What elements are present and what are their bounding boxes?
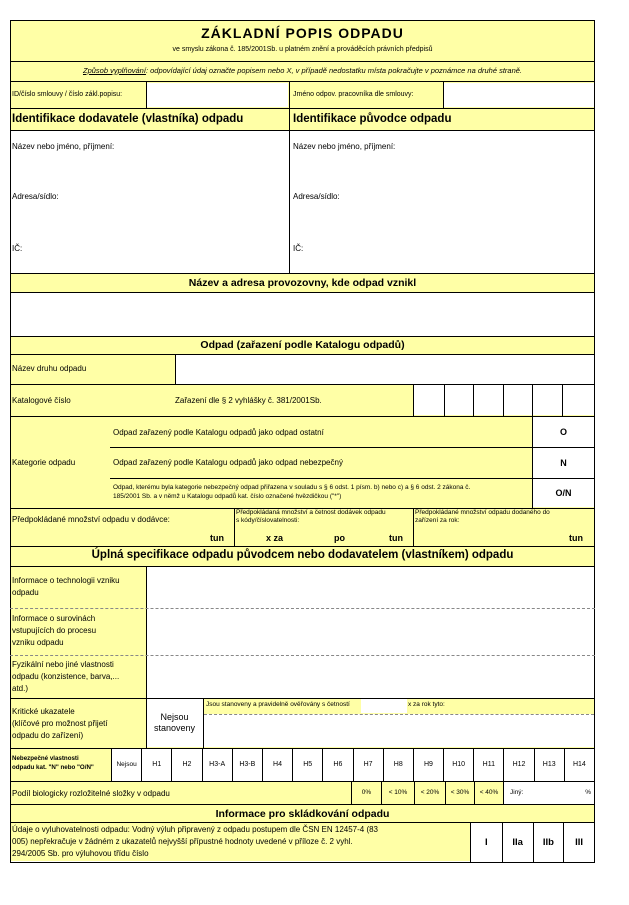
- technology-label-1: Informace o technologii vzniku: [12, 576, 120, 585]
- spec-heading: Úplná specifikace odpadu původcem nebo dodavatelem (vlastníkem) odpadu: [91, 549, 514, 561]
- catalog-digit-5[interactable]: [533, 385, 562, 415]
- technology-label-2: odpadu: [12, 588, 39, 597]
- landfill-text-3: 294/2005 Sb. pro výluhovou třídu číslo: [12, 849, 149, 858]
- hazard-code-h6[interactable]: [322, 749, 352, 781]
- waste-heading: Odpad (zařazení podle Katalogu odpadů): [200, 339, 405, 351]
- responsible-worker-field[interactable]: [444, 83, 594, 107]
- contract-id-field[interactable]: [146, 83, 288, 107]
- fill-method-text: : odpovídající údaj označte popisem nebo X, v případě nedostatku místa pokračujte v poznámce na druhé straně.: [145, 66, 523, 75]
- hazard-code-h5[interactable]: [292, 749, 322, 781]
- leachate-class-iib[interactable]: [533, 823, 564, 862]
- quantity-label: Předpokládané množství odpadu v dodávce:: [12, 515, 170, 524]
- fill-method-label: Způsob vyplňování: [82, 66, 146, 75]
- critical-set-text: Jsou stanoveny a pravidelně ověřovány s četností: [206, 701, 350, 708]
- bio-option-2[interactable]: [381, 782, 414, 804]
- hazard-code-h9[interactable]: [413, 749, 443, 781]
- producer-name-label: Název nebo jméno, příjmení:: [293, 142, 396, 151]
- hazard-code-h12[interactable]: [503, 749, 533, 781]
- delivery-count-label-1: Předpokládaná množství a četnost dodávek odpadu: [236, 509, 386, 516]
- hazard-code-label: H14: [572, 761, 586, 768]
- hazard-code-h1[interactable]: [141, 749, 171, 781]
- category-on-text-2: 185/2001 Sb. a v němž u Katalogu odpadů kat. číslo označené hvězdičkou ("*"): [113, 493, 342, 500]
- delivery-times-per: x za: [266, 533, 284, 543]
- producer-heading: Identifikace původce odpadu: [293, 113, 452, 125]
- bio-option-6[interactable]: [503, 782, 562, 804]
- critical-values-field[interactable]: [204, 714, 594, 747]
- landfill-text-2: 005) nepřekračuje v žádném z ukazatelů nejvyšší přípustné hodnoty uvedené v příloze č. 2 vyhl.: [12, 837, 353, 846]
- contract-id-label: ID/číslo smlouvy / číslo zákl.popisu:: [12, 91, 123, 98]
- category-on-code: O/N: [555, 488, 572, 498]
- form-subtitle: ve smyslu zákona č. 185/2001Sb. u platném znění a prováděcích právních předpisů: [172, 46, 433, 53]
- category-o-text: Odpad zařazený podle Katalogu odpadů jako odpad ostatní: [113, 428, 324, 437]
- leachate-class-label: IIa: [512, 837, 523, 848]
- bio-option-3[interactable]: [414, 782, 445, 804]
- supplier-name-label: Název nebo jméno, příjmení:: [12, 142, 115, 151]
- facility-field[interactable]: [10, 292, 595, 336]
- hazard-code-label: H1: [152, 761, 162, 768]
- hazard-code-label: H3-B: [239, 761, 256, 768]
- producer-ic-label: IČ:: [293, 244, 304, 253]
- hazard-code-h3-a[interactable]: [202, 749, 232, 781]
- hazard-code-label: H8: [393, 761, 403, 768]
- bio-option-7[interactable]: [562, 782, 594, 804]
- hazard-code-h7[interactable]: [353, 749, 383, 781]
- catalog-digit-2[interactable]: [445, 385, 473, 415]
- hazard-code-label: H3-A: [209, 761, 226, 768]
- hazard-code-label: H5: [303, 761, 313, 768]
- bio-option-label: < 10%: [388, 789, 408, 796]
- hazard-code-label: Nejsou: [116, 761, 137, 768]
- yearly-amount-label-2: zařízení za rok:: [415, 517, 460, 524]
- bio-option-label: < 20%: [420, 789, 440, 796]
- delivery-count-label-2: s kódy/číslovatelnosti:: [236, 517, 300, 524]
- critical-frequency-field[interactable]: [361, 699, 407, 713]
- leachate-class-label: IIb: [542, 837, 554, 848]
- hazard-code-label: H7: [363, 761, 373, 768]
- hazard-code-h8[interactable]: [383, 749, 413, 781]
- supplier-heading: Identifikace dodavatele (vlastníka) odpadu: [12, 113, 244, 125]
- hazard-label-2: odpadu kat. "N" nebo "O/N": [12, 764, 94, 771]
- leachate-class-label: III: [575, 837, 584, 848]
- supplier-address-label: Adresa/sídlo:: [12, 192, 59, 201]
- raw-materials-label-2: vstupujících do procesu: [12, 626, 97, 635]
- critical-label-3: odpadu do zařízení): [12, 731, 84, 740]
- bio-option-label: < 30%: [450, 789, 470, 796]
- waste-type-field[interactable]: [175, 354, 595, 384]
- physical-properties-field[interactable]: [146, 656, 595, 698]
- bio-option-label: < 40%: [479, 789, 499, 796]
- raw-materials-field[interactable]: [146, 609, 595, 655]
- bio-option-label: %: [585, 789, 591, 796]
- critical-label-2: (klíčové pro možnost přijetí: [12, 719, 108, 728]
- responsible-worker-label: Jméno odpov. pracovníka dle smlouvy:: [293, 91, 414, 98]
- quantity-unit: tun: [210, 533, 224, 543]
- hazard-code-h11[interactable]: [473, 749, 503, 781]
- hazard-code-label: H6: [333, 761, 343, 768]
- landfill-text-1: Údaje o vyluhovatelnosti odpadu: Vodný výluh připravený z odpadu postupem dle ČSN EN 12457-4 (83: [12, 825, 379, 834]
- delivery-unit: tun: [389, 533, 403, 543]
- catalog-number-label: Katalogové číslo: [12, 396, 71, 405]
- hazard-code-h3-b[interactable]: [232, 749, 262, 781]
- hazard-code-label: H2: [182, 761, 192, 768]
- catalog-digit-1[interactable]: [414, 385, 444, 415]
- critical-per-year-text: x za rok tyto:: [408, 701, 445, 708]
- physical-label-1: Fyzikální nebo jiné vlastnosti: [12, 660, 114, 669]
- yearly-amount-unit: tun: [569, 533, 583, 543]
- leachate-class-label: I: [485, 837, 488, 848]
- hazard-code-label: H11: [482, 761, 495, 768]
- physical-label-3: atd.): [12, 684, 29, 693]
- hazard-code-h2[interactable]: [171, 749, 201, 781]
- producer-address-label: Adresa/sídlo:: [293, 192, 340, 201]
- bio-option-1[interactable]: [351, 782, 381, 804]
- leachate-class-iii[interactable]: [563, 823, 594, 862]
- technology-field[interactable]: [146, 566, 595, 608]
- category-n-text: Odpad zařazený podle Katalogu odpadů jako odpad nebezpečný: [113, 458, 343, 467]
- bio-label: Podíl biologicky rozložitelné složky v odpadu: [12, 789, 170, 798]
- hazard-code-h10[interactable]: [443, 749, 473, 781]
- hazard-code-label: H10: [452, 761, 466, 768]
- catalog-note: Zařazení dle § 2 vyhlášky č. 381/2001Sb.: [175, 396, 322, 405]
- yearly-amount-label-1: Předpokládané množství odpadu dodaného do: [415, 509, 550, 516]
- hazard-code-label: H4: [273, 761, 282, 768]
- catalog-digit-3[interactable]: [474, 385, 503, 415]
- category-n-code: N: [560, 458, 567, 468]
- hazard-code-h4[interactable]: [262, 749, 292, 781]
- category-o-code: O: [559, 427, 567, 437]
- critical-none-text-1: Nejsou: [160, 712, 189, 722]
- raw-materials-label-1: Informace o surovinách: [12, 614, 96, 623]
- raw-materials-label-3: vzniku odpadu: [12, 638, 64, 647]
- critical-label-1: Kritické ukazatele: [12, 707, 75, 716]
- category-label: Kategorie odpadu: [12, 458, 76, 467]
- hazard-label-1: Nebezpečné vlastnosti: [12, 755, 79, 762]
- hazard-code-label: H9: [423, 761, 433, 768]
- category-on-text-1: Odpad, kterému byla kategorie nebezpečný odpad přiřazena v souladu s § 6 odst. 1 písm. b) nebo c) a § 6 odst. 2 zákona č.: [113, 484, 471, 491]
- facility-heading: Název a adresa provozovny, kde odpad vznikl: [188, 277, 417, 289]
- landfill-heading: Informace pro skládkování odpadu: [215, 808, 390, 820]
- physical-label-2: odpadu (konzistence, barva,...: [12, 672, 120, 681]
- bio-option-4[interactable]: [445, 782, 474, 804]
- critical-none-text-2: stanoveny: [153, 723, 196, 733]
- delivery-po: po: [334, 533, 345, 543]
- catalog-digit-6[interactable]: [563, 385, 594, 415]
- bio-option-5[interactable]: [474, 782, 503, 804]
- hazard-code-h13[interactable]: [534, 749, 564, 781]
- form-title: ZÁKLADNÍ POPIS ODPADU: [201, 25, 404, 41]
- fill-method-note: [10, 66, 595, 76]
- supplier-ic-label: IČ:: [12, 244, 23, 253]
- hazard-code-label: H13: [542, 761, 556, 768]
- bio-option-label: Jiný:: [510, 789, 524, 796]
- bio-option-label: 0%: [361, 789, 372, 796]
- hazard-code-nejsou[interactable]: [111, 749, 141, 781]
- hazard-code-h14[interactable]: [564, 749, 594, 781]
- leachate-class-i[interactable]: [471, 823, 502, 862]
- waste-type-label: Název druhu odpadu: [12, 364, 87, 373]
- leachate-class-iia[interactable]: [502, 823, 533, 862]
- hazard-code-label: H12: [512, 761, 526, 768]
- catalog-digit-4[interactable]: [504, 385, 532, 415]
